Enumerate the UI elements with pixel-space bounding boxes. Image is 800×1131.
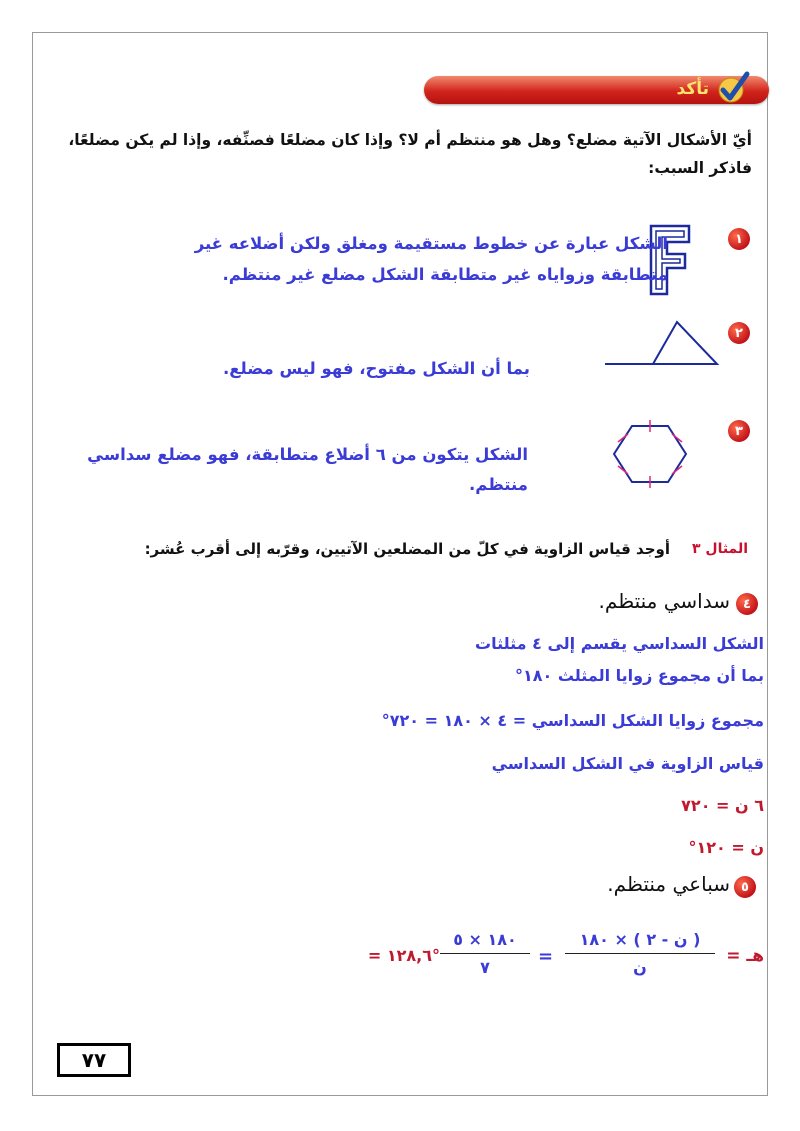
item-1-answer-line-2: متطابقة وزواياه غير متطابقة الشكل مضلع غير منتظم. (222, 265, 668, 284)
q4-equation-1: ٦ ن = ٧٢٠ (681, 796, 764, 815)
q4-line-2: بما أن مجموع زوايا المثلث ١٨٠° (514, 666, 764, 685)
check-banner (424, 76, 769, 104)
q5-fraction-2-denominator: ٧ (480, 958, 490, 977)
q5-number: ٥ (734, 876, 756, 898)
item-1-number: ١ (728, 228, 750, 250)
checkmark-icon (717, 70, 751, 106)
q5-fraction-1-denominator: ن (633, 958, 647, 977)
intro-line-2: فاذكر السبب: (648, 159, 752, 177)
item-2-answer: بما أن الشكل مفتوح، فهو ليس مضلع. (223, 359, 530, 378)
q5-fraction-1-numerator: ( ن - ٢ ) × ١٨٠ (579, 930, 701, 949)
q4-number: ٤ (736, 593, 758, 615)
banner-title: تأكد (676, 79, 709, 99)
hexagon-figure (610, 414, 690, 494)
q5-fraction-2-numerator: ١٨٠ × ٥ (453, 930, 517, 949)
example-prompt: أوجد قياس الزاوية في كلّ من المضلعين الآتيين، وقرّبه إلى أقرب عُشر: (144, 540, 670, 558)
q5-fraction-2 (440, 930, 530, 977)
page-number: ٧٧ (57, 1043, 131, 1077)
item-2-number: ٢ (728, 322, 750, 344)
item-1-answer (108, 228, 668, 290)
q4-line-3: مجموع زوايا الشكل السداسي = ٤ × ١٨٠ = ٧٢٠° (381, 711, 764, 730)
q5-title: سباعي منتظم. (607, 872, 730, 896)
intro-text (42, 126, 752, 182)
intro-line-1: أيّ الأشكال الآتية مضلع؟ وهل هو منتظم أم لا؟ وإذا كان مضلعًا فصنِّفه، وإذا لم يكن مضلعًا، (68, 131, 752, 149)
q4-equation-2: ن = ١٢٠° (688, 838, 764, 857)
q5-fraction-1-bar (565, 953, 715, 954)
item-1-answer-line-1: الشكل عبارة عن خطوط مستقيمة ومغلق ولكن أضلاعه غير (194, 234, 668, 253)
q4-line-4: قياس الزاوية في الشكل السداسي (491, 754, 764, 773)
item-3-number: ٣ (728, 420, 750, 442)
q5-result: = ١٢٨,٦° (367, 946, 440, 965)
q4-title: سداسي منتظم. (598, 589, 730, 613)
q5-fraction-1 (565, 930, 715, 977)
item-3-answer: الشكل يتكون من ٦ أضلاع متطابقة، فهو مضلع سداسي منتظم. (87, 445, 528, 494)
q4-line-1: الشكل السداسي يقسم إلى ٤ مثلثات (474, 634, 764, 653)
q5-fraction-2-bar (440, 953, 530, 954)
example-label: المثال ٣ (692, 541, 748, 557)
open-triangle-figure (603, 318, 721, 368)
q5-lhs: هـ = (726, 946, 764, 966)
q5-equals-sign: = (538, 946, 554, 967)
